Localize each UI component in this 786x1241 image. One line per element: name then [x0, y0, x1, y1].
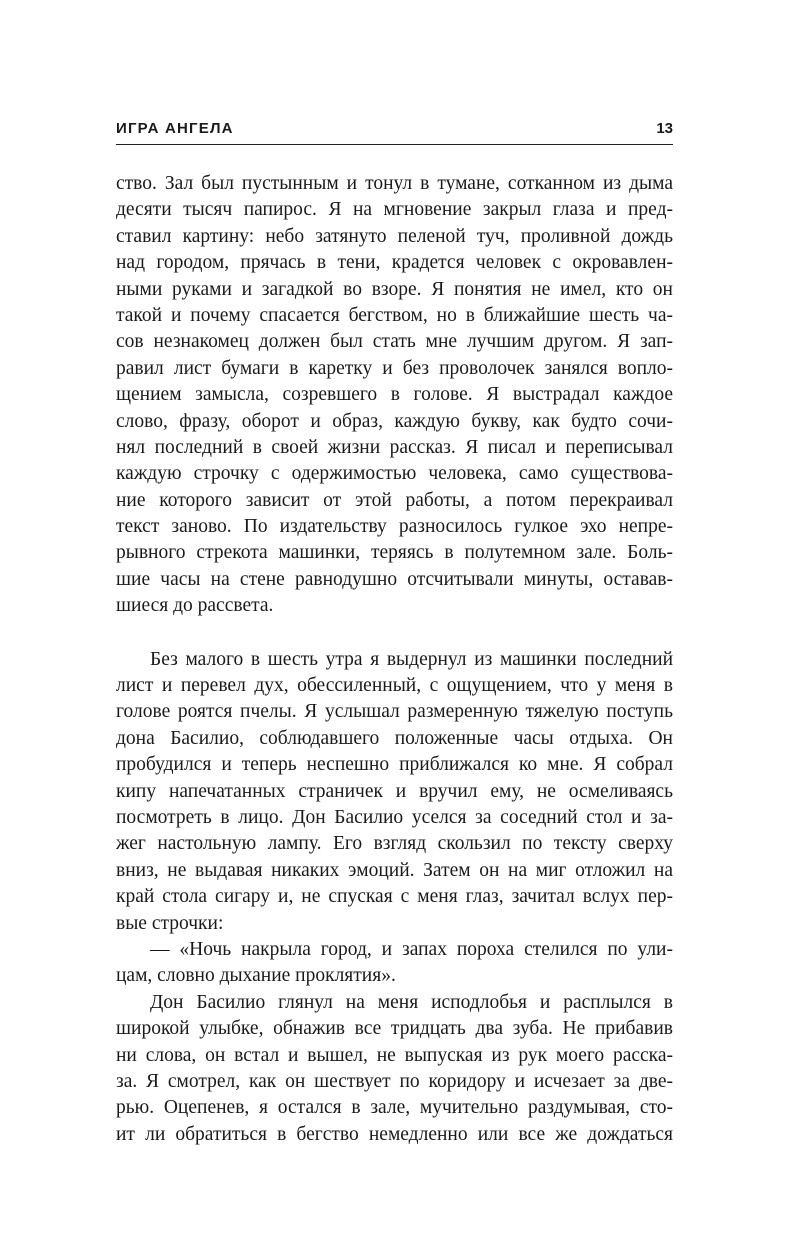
running-head — [116, 118, 673, 145]
text-line: ит ли обратиться в бегство немедленно или все же дождаться — [116, 1123, 673, 1145]
text-line: край стола сигару и, не спуская с меня глаз, зачитал вслух пер- — [116, 886, 673, 908]
text-line: за. Я смотрел, как он шествует по коридору и исчезает за две- — [116, 1070, 673, 1092]
paragraph — [116, 990, 673, 1148]
page-number: 13 — [656, 120, 673, 137]
text-line: цам, словно дыхание проклятия». — [116, 965, 396, 987]
text-line: Дон Басилио глянул на меня исподлобья и расплылся в — [150, 991, 673, 1013]
text-line: такой и почему спасается бегством, но в ближайшие шесть ча- — [116, 304, 673, 326]
text-line: сов незнакомец должен был стать мне лучшим другом. Я зап- — [116, 331, 673, 353]
text-line: каждую строчку с одержимостью человека, само существова- — [116, 463, 673, 485]
text-line: вниз, не выдавая никаких эмоций. Затем он на миг отложил на — [116, 859, 673, 881]
book-title: ИГРА АНГЕЛА — [116, 120, 234, 137]
text-line: ство. Зал был пустынным и тонул в тумане, сотканном из дыма — [116, 173, 673, 194]
text-line: равил лист бумаги в каретку и без проволочек занялся вопло- — [116, 357, 673, 379]
text-line: жег настольную лампу. Его взгляд скользил по тексту сверху — [116, 833, 673, 855]
text-line: шиеся до рассвета. — [116, 595, 274, 617]
text-line: ставил картину: небо затянуто пеленой туч, проливной дождь — [116, 225, 673, 247]
text-line: щением замысла, созревшего в голове. Я выстрадал каждое — [116, 384, 673, 406]
paragraph — [116, 937, 673, 990]
text-line: лист и перевел дух, обессиленный, с ощущением, что у меня в — [116, 675, 673, 697]
text-line: рью. Оцепенев, я остался в зале, мучительно раздумывая, сто- — [116, 1097, 673, 1119]
text-line: широкой улыбке, обнажив все тридцать два зуба. Не прибавив — [116, 1018, 673, 1040]
paragraph — [116, 647, 673, 937]
text-line: ными руками и загадкой во взоре. Я понятия не имел, кто он — [116, 278, 673, 300]
text-line: над городом, прячась в тени, крадется человек с окровавлен- — [116, 252, 673, 274]
text-line: голове роятся пчелы. Я услышал размеренную тяжелую поступь — [116, 701, 673, 723]
paragraph-gap — [116, 620, 673, 647]
text-line: шие часы на стене равнодушно отсчитывали минуты, оставав- — [116, 568, 673, 590]
text-line: рывного стрекота машинки, теряясь в полутемном зале. Боль- — [116, 542, 673, 564]
text-line: дона Басилио, соблюдавшего положенные часы отдыха. Он — [116, 727, 673, 749]
text-line: ние которого зависит от этой работы, а потом перекраивал — [116, 489, 673, 511]
text-line: кипу напечатанных страничек и вручил ему, не осмеливаясь — [116, 780, 673, 802]
text-line: нял последний в своей жизни рассказ. Я писал и переписывал — [116, 436, 673, 458]
text-line: вые строчки: — [116, 912, 224, 934]
text-line: — «Ночь накрыла город, и запах пороха стелился по ули- — [150, 938, 673, 960]
text-line: посмотреть в лицо. Дон Басилио уселся за соседний стол и за- — [116, 806, 673, 828]
text-line: ни слова, он встал и вышел, не выпуская из рук моего расска- — [116, 1044, 673, 1066]
paragraph — [116, 171, 673, 620]
text-line: Без малого в шесть утра я выдернул из машинки последний — [150, 648, 673, 670]
text-line: пробудился и теперь неспешно приближался ко мне. Я собрал — [116, 754, 673, 776]
text-line: десяти тысяч папирос. Я на мгновение закрыл глаза и пред- — [116, 199, 673, 221]
body-text — [116, 171, 673, 1148]
text-line: слово, фразу, оборот и образ, каждую букву, как будто сочи- — [116, 410, 673, 432]
text-line: текст заново. По издательству разносилось гулкое эхо непре- — [116, 516, 673, 538]
